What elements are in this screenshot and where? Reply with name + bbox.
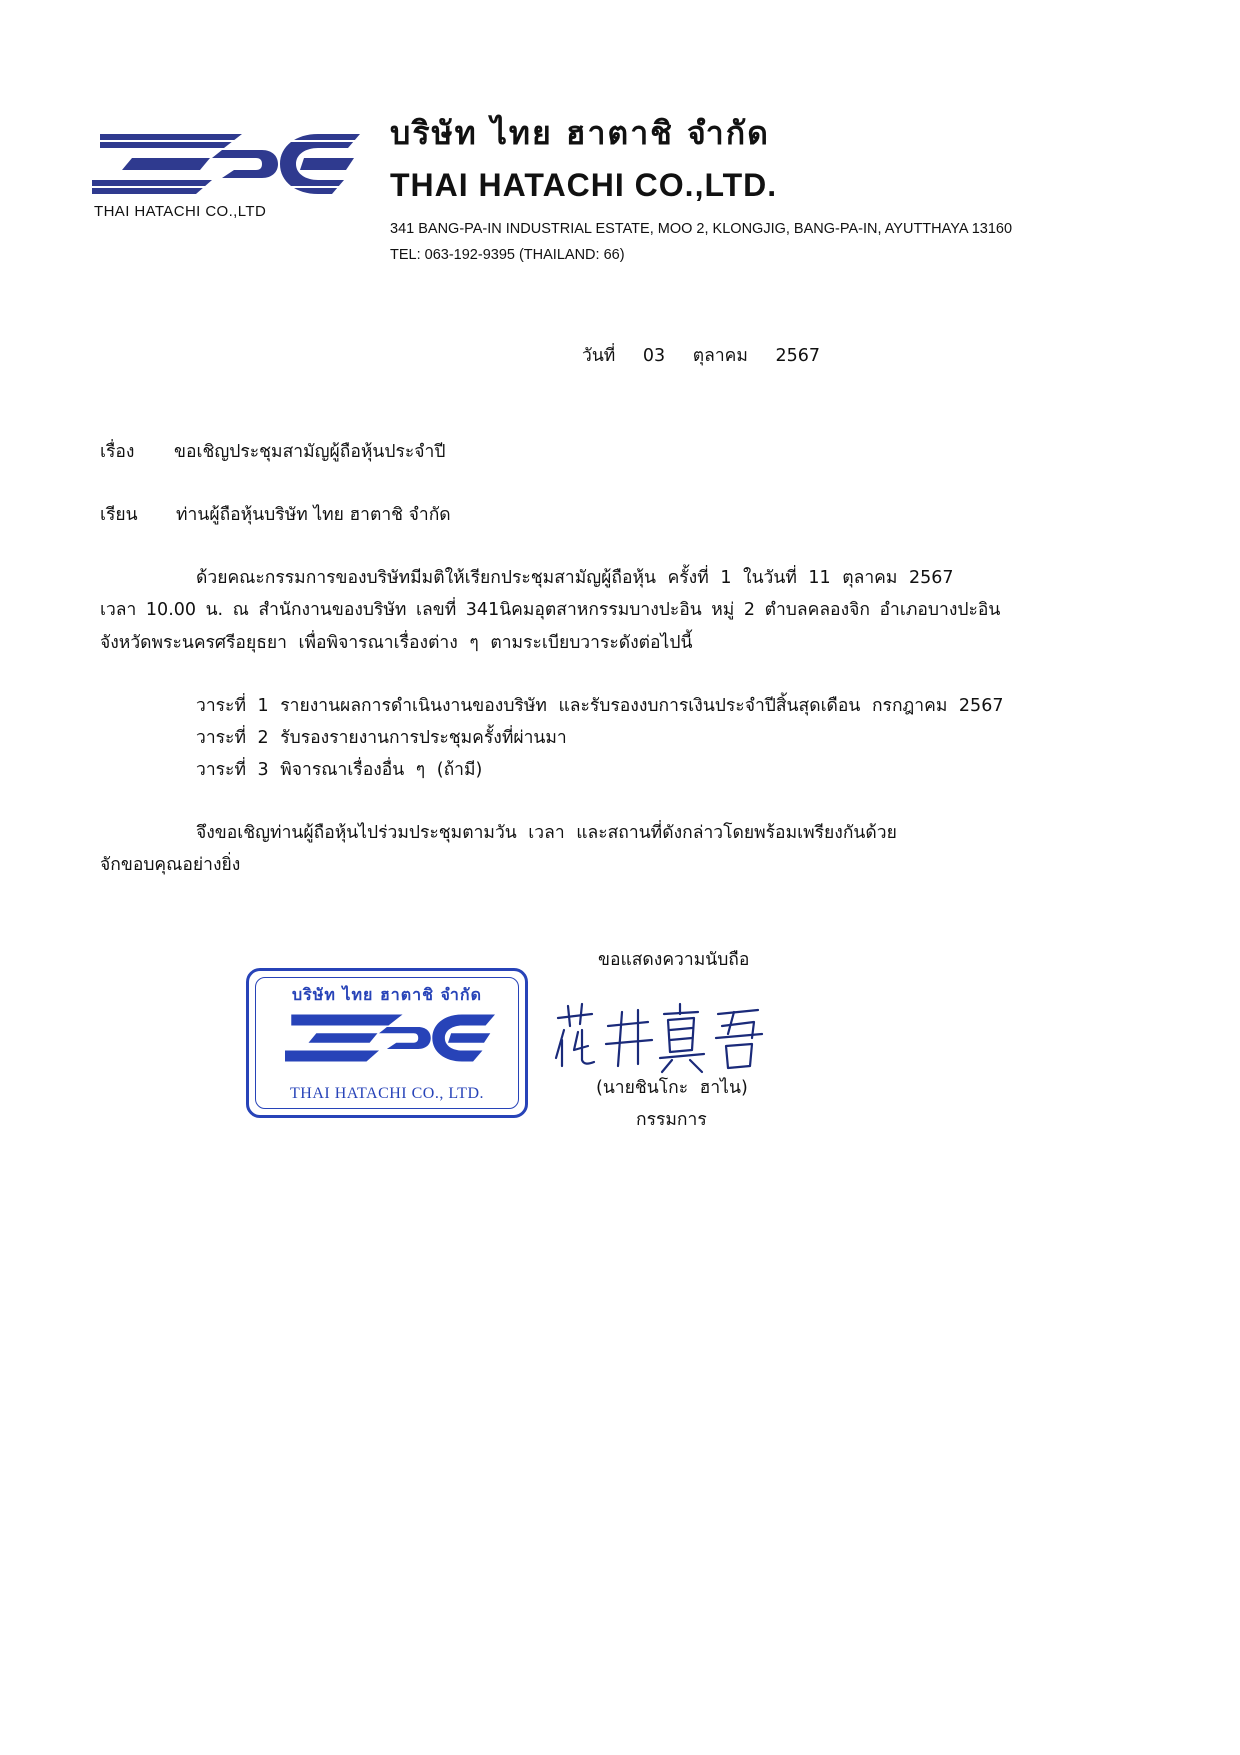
agenda-item: วาระที่ 1 รายงานผลการดำเนินงานของบริษัท และรับรองงบการเงินประจำปีสิ้นสุดเดือน กรกฎาคม 2567 (196, 696, 1004, 716)
company-stamp (246, 968, 528, 1118)
complimentary-close: ขอแสดงความนับถือ (598, 950, 750, 970)
recipient-text: ท่านผู้ถือหุ้นบริษัท ไทย ฮาตาชิ จำกัด (176, 505, 451, 525)
body-line: เวลา 10.00 น. ณ สำนักงานของบริษัท เลขที่ 341นิคมอุตสาหกรรมบางปะอิน หมู่ 2 ตำบลคลองจิก อำเภอบางปะอิน (100, 600, 1001, 620)
company-name-thai: บริษัท ไทย ฮาตาชิ จำกัด (390, 114, 770, 152)
closing-line: จักขอบคุณอย่างยิ่ง (100, 855, 241, 875)
company-address: 341 BANG-PA-IN INDUSTRIAL ESTATE, MOO 2, KLONGJIG, BANG-PA-IN, AYUTTHAYA 13160 (390, 221, 1013, 237)
body-line: ด้วยคณะกรรมการของบริษัทมีมติให้เรียกประชุมสามัญผู้ถือหุ้น ครั้งที่ 1 ในวันที่ 11 ตุลาคม 2567 (196, 568, 954, 588)
date-month: ตุลาคม (692, 346, 748, 366)
logo-caption: THAI HATACHI CO.,LTD (94, 203, 267, 220)
agenda-item: วาระที่ 2 รับรองรายงานการประชุมครั้งที่ผ่านมา (196, 728, 567, 748)
closing-line: จึงขอเชิญท่านผู้ถือหุ้นไปร่วมประชุมตามวัน เวลา และสถานที่ดังกล่าวโดยพร้อมเพรียงกันด้วย (196, 823, 897, 843)
stamp-logo (285, 1009, 495, 1071)
signer-name: (นายชินโกะ ฮาไน) (596, 1078, 748, 1098)
signer-title: กรรมการ (636, 1110, 707, 1130)
letter-date (582, 341, 842, 369)
date-label: วันที่ (582, 346, 616, 366)
handwritten-signature (548, 1000, 778, 1084)
company-name-english: THAI HATACHI CO.,LTD. (390, 167, 778, 203)
company-telephone: TEL: 063-192-9395 (THAILAND: 66) (390, 247, 625, 263)
recipient-label: เรียน (100, 505, 138, 525)
stamp-bottom-text: THAI HATACHI CO., LTD. (289, 1085, 484, 1102)
stamp-top-text: บริษัท ไทย ฮาตาชิ จำกัด (292, 985, 482, 1004)
body-line: จังหวัดพระนครศรีอยุธยา เพื่อพิจารณาเรื่องต่าง ๆ ตามระเบียบวาระดังต่อไปนี้ (100, 633, 693, 653)
date-year: 2567 (775, 346, 821, 366)
date-day: 03 (642, 346, 666, 366)
agenda-item: วาระที่ 3 พิจารณาเรื่องอื่น ๆ (ถ้ามี) (196, 760, 483, 780)
subject-label: เรื่อง (100, 442, 135, 462)
subject-text: ขอเชิญประชุมสามัญผู้ถือหุ้นประจำปี (174, 442, 446, 462)
